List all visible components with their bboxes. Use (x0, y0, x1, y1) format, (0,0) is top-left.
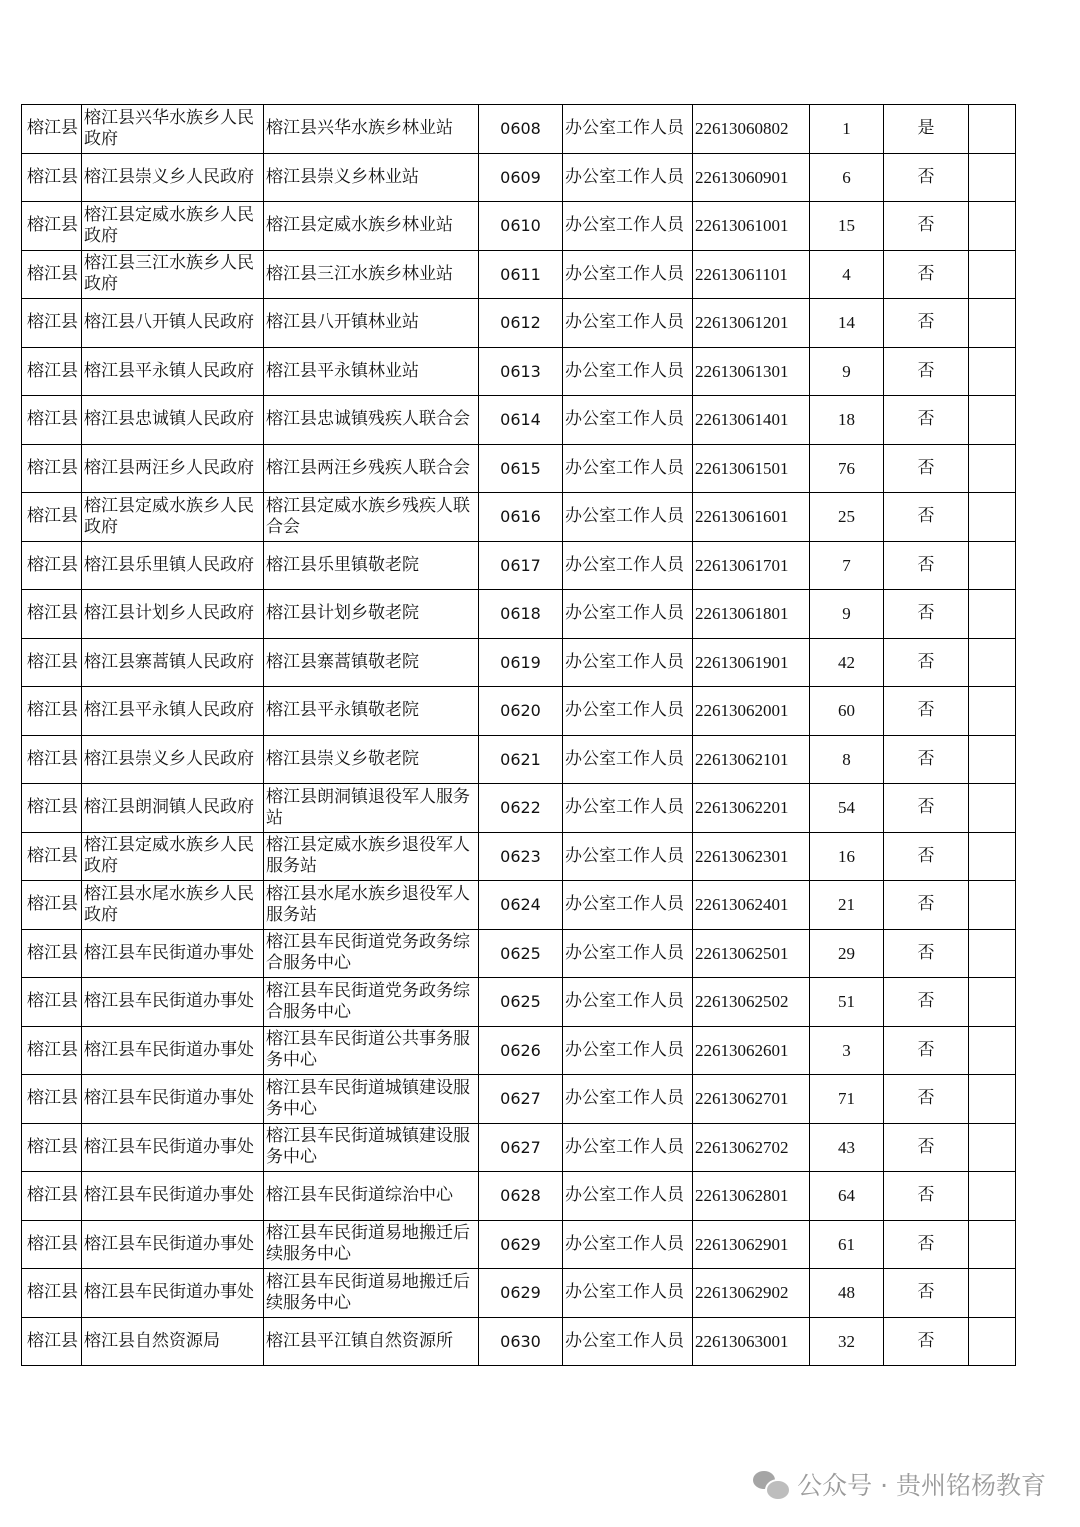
county-cell: 榕江县 (22, 250, 82, 299)
flag-cell: 否 (884, 1317, 969, 1366)
department-cell: 榕江县崇义乡人民政府 (82, 735, 264, 784)
county-cell: 榕江县 (22, 444, 82, 493)
count-cell: 51 (810, 978, 884, 1027)
department-cell: 榕江县定威水族乡人民政府 (82, 202, 264, 251)
table-row (22, 1317, 1016, 1366)
department-cell: 榕江县三江水族乡人民政府 (82, 250, 264, 299)
table-row (22, 1026, 1016, 1075)
flag-cell: 否 (884, 1269, 969, 1318)
unit-code-cell: 0614 (479, 396, 563, 445)
note-cell (969, 929, 1016, 978)
position-cell: 办公室工作人员 (563, 202, 693, 251)
unit-code-cell: 0630 (479, 1317, 563, 1366)
position-code-cell: 22613061701 (693, 541, 810, 590)
table-row (22, 347, 1016, 396)
position-cell: 办公室工作人员 (563, 590, 693, 639)
unit-cell: 榕江县三江水族乡林业站 (264, 250, 479, 299)
table-row (22, 1123, 1016, 1172)
flag-cell: 否 (884, 1172, 969, 1221)
position-cell: 办公室工作人员 (563, 638, 693, 687)
unit-code-cell: 0629 (479, 1220, 563, 1269)
position-code-cell: 22613062001 (693, 687, 810, 736)
unit-cell: 榕江县忠诚镇残疾人联合会 (264, 396, 479, 445)
flag-cell: 否 (884, 1123, 969, 1172)
flag-cell: 是 (884, 105, 969, 154)
position-code-cell: 22613062702 (693, 1123, 810, 1172)
flag-cell: 否 (884, 202, 969, 251)
flag-cell: 否 (884, 590, 969, 639)
unit-cell: 榕江县车民街道综治中心 (264, 1172, 479, 1221)
unit-code-cell: 0621 (479, 735, 563, 784)
table-row (22, 929, 1016, 978)
position-cell: 办公室工作人员 (563, 153, 693, 202)
table-row (22, 978, 1016, 1027)
county-cell: 榕江县 (22, 1269, 82, 1318)
count-cell: 9 (810, 590, 884, 639)
count-cell: 15 (810, 202, 884, 251)
count-cell: 16 (810, 832, 884, 881)
count-cell: 9 (810, 347, 884, 396)
table-row (22, 541, 1016, 590)
unit-code-cell: 0616 (479, 493, 563, 542)
position-cell: 办公室工作人员 (563, 1220, 693, 1269)
flag-cell: 否 (884, 396, 969, 445)
county-cell: 榕江县 (22, 735, 82, 784)
flag-cell: 否 (884, 687, 969, 736)
unit-code-cell: 0625 (479, 978, 563, 1027)
count-cell: 3 (810, 1026, 884, 1075)
flag-cell: 否 (884, 347, 969, 396)
flag-cell: 否 (884, 444, 969, 493)
note-cell (969, 299, 1016, 348)
county-cell: 榕江县 (22, 1317, 82, 1366)
table-row (22, 493, 1016, 542)
unit-code-cell: 0619 (479, 638, 563, 687)
unit-cell: 榕江县计划乡敬老院 (264, 590, 479, 639)
unit-code-cell: 0622 (479, 784, 563, 833)
count-cell: 61 (810, 1220, 884, 1269)
unit-cell: 榕江县平永镇敬老院 (264, 687, 479, 736)
table-row (22, 784, 1016, 833)
table-row (22, 250, 1016, 299)
flag-cell: 否 (884, 832, 969, 881)
watermark (753, 1466, 1046, 1502)
position-code-cell: 22613061101 (693, 250, 810, 299)
county-cell: 榕江县 (22, 881, 82, 930)
unit-cell: 榕江县寨蒿镇敬老院 (264, 638, 479, 687)
count-cell: 21 (810, 881, 884, 930)
department-cell: 榕江县车民街道办事处 (82, 1026, 264, 1075)
count-cell: 4 (810, 250, 884, 299)
department-cell: 榕江县车民街道办事处 (82, 1269, 264, 1318)
county-cell: 榕江县 (22, 105, 82, 154)
position-cell: 办公室工作人员 (563, 299, 693, 348)
position-cell: 办公室工作人员 (563, 493, 693, 542)
table-row (22, 638, 1016, 687)
county-cell: 榕江县 (22, 493, 82, 542)
position-code-cell: 22613062701 (693, 1075, 810, 1124)
note-cell (969, 1269, 1016, 1318)
position-cell: 办公室工作人员 (563, 929, 693, 978)
position-code-cell: 22613062801 (693, 1172, 810, 1221)
unit-cell: 榕江县定威水族乡残疾人联合会 (264, 493, 479, 542)
unit-cell: 榕江县平江镇自然资源所 (264, 1317, 479, 1366)
flag-cell: 否 (884, 784, 969, 833)
note-cell (969, 590, 1016, 639)
unit-code-cell: 0617 (479, 541, 563, 590)
note-cell (969, 832, 1016, 881)
position-code-cell: 22613062601 (693, 1026, 810, 1075)
note-cell (969, 1026, 1016, 1075)
count-cell: 8 (810, 735, 884, 784)
position-cell: 办公室工作人员 (563, 1317, 693, 1366)
note-cell (969, 493, 1016, 542)
position-code-cell: 22613062502 (693, 978, 810, 1027)
unit-code-cell: 0615 (479, 444, 563, 493)
unit-code-cell: 0611 (479, 250, 563, 299)
table-row (22, 202, 1016, 251)
note-cell (969, 153, 1016, 202)
position-cell: 办公室工作人员 (563, 1123, 693, 1172)
position-code-cell: 22613061001 (693, 202, 810, 251)
flag-cell: 否 (884, 735, 969, 784)
unit-cell: 榕江县兴华水族乡林业站 (264, 105, 479, 154)
unit-cell: 榕江县平永镇林业站 (264, 347, 479, 396)
position-cell: 办公室工作人员 (563, 978, 693, 1027)
department-cell: 榕江县定威水族乡人民政府 (82, 832, 264, 881)
unit-cell: 榕江县乐里镇敬老院 (264, 541, 479, 590)
unit-code-cell: 0627 (479, 1075, 563, 1124)
note-cell (969, 202, 1016, 251)
department-cell: 榕江县朗洞镇人民政府 (82, 784, 264, 833)
unit-cell: 榕江县两汪乡残疾人联合会 (264, 444, 479, 493)
position-code-cell: 22613062401 (693, 881, 810, 930)
department-cell: 榕江县乐里镇人民政府 (82, 541, 264, 590)
count-cell: 32 (810, 1317, 884, 1366)
position-code-cell: 22613061901 (693, 638, 810, 687)
table-row (22, 1172, 1016, 1221)
position-cell: 办公室工作人员 (563, 105, 693, 154)
unit-code-cell: 0608 (479, 105, 563, 154)
department-cell: 榕江县平永镇人民政府 (82, 687, 264, 736)
count-cell: 60 (810, 687, 884, 736)
note-cell (969, 105, 1016, 154)
note-cell (969, 396, 1016, 445)
flag-cell: 否 (884, 153, 969, 202)
department-cell: 榕江县自然资源局 (82, 1317, 264, 1366)
department-cell: 榕江县两汪乡人民政府 (82, 444, 264, 493)
position-cell: 办公室工作人员 (563, 1269, 693, 1318)
count-cell: 25 (810, 493, 884, 542)
position-cell: 办公室工作人员 (563, 1026, 693, 1075)
position-code-cell: 22613061201 (693, 299, 810, 348)
department-cell: 榕江县车民街道办事处 (82, 1220, 264, 1269)
unit-cell: 榕江县车民街道城镇建设服务中心 (264, 1123, 479, 1172)
position-code-cell: 22613062201 (693, 784, 810, 833)
position-code-cell: 22613061501 (693, 444, 810, 493)
flag-cell: 否 (884, 1075, 969, 1124)
count-cell: 1 (810, 105, 884, 154)
county-cell: 榕江县 (22, 784, 82, 833)
note-cell (969, 735, 1016, 784)
flag-cell: 否 (884, 638, 969, 687)
county-cell: 榕江县 (22, 153, 82, 202)
county-cell: 榕江县 (22, 590, 82, 639)
unit-cell: 榕江县水尾水族乡退役军人服务站 (264, 881, 479, 930)
unit-cell: 榕江县车民街道易地搬迁后续服务中心 (264, 1220, 479, 1269)
county-cell: 榕江县 (22, 832, 82, 881)
count-cell: 29 (810, 929, 884, 978)
note-cell (969, 1172, 1016, 1221)
watermark-text: 公众号 · 贵州铭杨教育 (797, 1471, 1046, 1500)
department-cell: 榕江县车民街道办事处 (82, 1172, 264, 1221)
county-cell: 榕江县 (22, 1026, 82, 1075)
note-cell (969, 1075, 1016, 1124)
flag-cell: 否 (884, 881, 969, 930)
county-cell: 榕江县 (22, 687, 82, 736)
unit-code-cell: 0626 (479, 1026, 563, 1075)
count-cell: 54 (810, 784, 884, 833)
unit-cell: 榕江县定威水族乡退役军人服务站 (264, 832, 479, 881)
unit-cell: 榕江县定威水族乡林业站 (264, 202, 479, 251)
position-code-cell: 22613062101 (693, 735, 810, 784)
unit-cell: 榕江县八开镇林业站 (264, 299, 479, 348)
unit-cell: 榕江县车民街道党务政务综合服务中心 (264, 978, 479, 1027)
county-cell: 榕江县 (22, 638, 82, 687)
position-code-cell: 22613060901 (693, 153, 810, 202)
count-cell: 14 (810, 299, 884, 348)
county-cell: 榕江县 (22, 541, 82, 590)
table-row (22, 396, 1016, 445)
flag-cell: 否 (884, 299, 969, 348)
unit-code-cell: 0625 (479, 929, 563, 978)
unit-code-cell: 0610 (479, 202, 563, 251)
count-cell: 7 (810, 541, 884, 590)
county-cell: 榕江县 (22, 929, 82, 978)
position-cell: 办公室工作人员 (563, 832, 693, 881)
count-cell: 71 (810, 1075, 884, 1124)
table-row (22, 1075, 1016, 1124)
unit-code-cell: 0624 (479, 881, 563, 930)
department-cell: 榕江县车民街道办事处 (82, 1123, 264, 1172)
position-code-cell: 22613061601 (693, 493, 810, 542)
count-cell: 18 (810, 396, 884, 445)
position-code-cell: 22613061301 (693, 347, 810, 396)
note-cell (969, 541, 1016, 590)
unit-code-cell: 0620 (479, 687, 563, 736)
position-cell: 办公室工作人员 (563, 881, 693, 930)
count-cell: 76 (810, 444, 884, 493)
department-cell: 榕江县平永镇人民政府 (82, 347, 264, 396)
note-cell (969, 1220, 1016, 1269)
department-cell: 榕江县车民街道办事处 (82, 978, 264, 1027)
county-cell: 榕江县 (22, 396, 82, 445)
position-cell: 办公室工作人员 (563, 735, 693, 784)
county-cell: 榕江县 (22, 1172, 82, 1221)
department-cell: 榕江县寨蒿镇人民政府 (82, 638, 264, 687)
note-cell (969, 1123, 1016, 1172)
unit-cell: 榕江县车民街道公共事务服务中心 (264, 1026, 479, 1075)
count-cell: 42 (810, 638, 884, 687)
unit-code-cell: 0627 (479, 1123, 563, 1172)
table-row (22, 299, 1016, 348)
unit-cell: 榕江县车民街道城镇建设服务中心 (264, 1075, 479, 1124)
flag-cell: 否 (884, 929, 969, 978)
position-cell: 办公室工作人员 (563, 784, 693, 833)
position-cell: 办公室工作人员 (563, 1172, 693, 1221)
county-cell: 榕江县 (22, 299, 82, 348)
table-row (22, 687, 1016, 736)
table-row (22, 444, 1016, 493)
unit-code-cell: 0618 (479, 590, 563, 639)
table-row (22, 881, 1016, 930)
table-row (22, 1269, 1016, 1318)
department-cell: 榕江县八开镇人民政府 (82, 299, 264, 348)
note-cell (969, 687, 1016, 736)
position-cell: 办公室工作人员 (563, 347, 693, 396)
count-cell: 43 (810, 1123, 884, 1172)
note-cell (969, 978, 1016, 1027)
position-code-cell: 22613062501 (693, 929, 810, 978)
note-cell (969, 881, 1016, 930)
table-row (22, 105, 1016, 154)
position-cell: 办公室工作人员 (563, 250, 693, 299)
position-cell: 办公室工作人员 (563, 1075, 693, 1124)
position-cell: 办公室工作人员 (563, 444, 693, 493)
department-cell: 榕江县水尾水族乡人民政府 (82, 881, 264, 930)
note-cell (969, 784, 1016, 833)
unit-code-cell: 0613 (479, 347, 563, 396)
wechat-icon (753, 1469, 789, 1499)
position-cell: 办公室工作人员 (563, 541, 693, 590)
position-code-cell: 22613062902 (693, 1269, 810, 1318)
unit-code-cell: 0628 (479, 1172, 563, 1221)
position-code-cell: 22613060802 (693, 105, 810, 154)
county-cell: 榕江县 (22, 1220, 82, 1269)
county-cell: 榕江县 (22, 1075, 82, 1124)
table-row (22, 590, 1016, 639)
table-row (22, 153, 1016, 202)
department-cell: 榕江县定威水族乡人民政府 (82, 493, 264, 542)
county-cell: 榕江县 (22, 202, 82, 251)
department-cell: 榕江县车民街道办事处 (82, 929, 264, 978)
position-cell: 办公室工作人员 (563, 687, 693, 736)
note-cell (969, 638, 1016, 687)
count-cell: 6 (810, 153, 884, 202)
position-cell: 办公室工作人员 (563, 396, 693, 445)
unit-cell: 榕江县朗洞镇退役军人服务站 (264, 784, 479, 833)
position-code-cell: 22613061401 (693, 396, 810, 445)
department-cell: 榕江县崇义乡人民政府 (82, 153, 264, 202)
unit-cell: 榕江县车民街道易地搬迁后续服务中心 (264, 1269, 479, 1318)
position-code-cell: 22613063001 (693, 1317, 810, 1366)
flag-cell: 否 (884, 1220, 969, 1269)
table-row (22, 1220, 1016, 1269)
note-cell (969, 444, 1016, 493)
note-cell (969, 1317, 1016, 1366)
county-cell: 榕江县 (22, 347, 82, 396)
county-cell: 榕江县 (22, 1123, 82, 1172)
unit-code-cell: 0623 (479, 832, 563, 881)
unit-cell: 榕江县车民街道党务政务综合服务中心 (264, 929, 479, 978)
unit-code-cell: 0612 (479, 299, 563, 348)
flag-cell: 否 (884, 1026, 969, 1075)
unit-cell: 榕江县崇义乡林业站 (264, 153, 479, 202)
unit-code-cell: 0629 (479, 1269, 563, 1318)
table-row (22, 832, 1016, 881)
department-cell: 榕江县忠诚镇人民政府 (82, 396, 264, 445)
unit-code-cell: 0609 (479, 153, 563, 202)
flag-cell: 否 (884, 978, 969, 1027)
flag-cell: 否 (884, 541, 969, 590)
position-code-cell: 22613061801 (693, 590, 810, 639)
job-table-body (22, 105, 1016, 1366)
position-code-cell: 22613062901 (693, 1220, 810, 1269)
department-cell: 榕江县计划乡人民政府 (82, 590, 264, 639)
department-cell: 榕江县兴华水族乡人民政府 (82, 105, 264, 154)
count-cell: 48 (810, 1269, 884, 1318)
note-cell (969, 347, 1016, 396)
flag-cell: 否 (884, 250, 969, 299)
job-table (21, 104, 1016, 1366)
county-cell: 榕江县 (22, 978, 82, 1027)
note-cell (969, 250, 1016, 299)
table-row (22, 735, 1016, 784)
position-code-cell: 22613062301 (693, 832, 810, 881)
count-cell: 64 (810, 1172, 884, 1221)
flag-cell: 否 (884, 493, 969, 542)
unit-cell: 榕江县崇义乡敬老院 (264, 735, 479, 784)
department-cell: 榕江县车民街道办事处 (82, 1075, 264, 1124)
